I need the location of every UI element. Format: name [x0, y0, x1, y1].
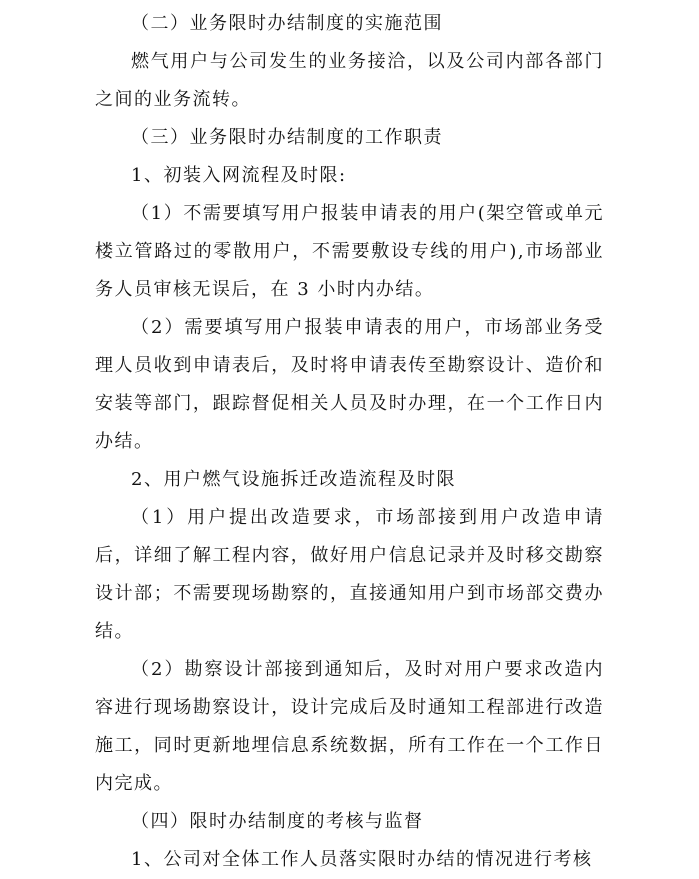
paragraph-item-1-2: （2）需要填写用户报装申请表的用户，市场部业务受理人员收到申请表后，及时将申请表传至勘察设计、造价和安装等部门，跟踪督促相关人员及时办理，在一个工作日内办结。: [95, 317, 604, 452]
paragraph-item-2-title: 2、用户燃气设施拆迁改造流程及时限: [131, 469, 456, 490]
paragraph-item-1-1: （1）不需要填写用户报装申请表的用户(架空管或单元楼立管路过的零散用户，不需要敷设专线的用户),市场部业务人员审核无误后，在 3 小时内办结。: [95, 203, 604, 300]
section-heading-implementation-scope: （二）业务限时办结制度的实施范围: [131, 13, 443, 34]
section-heading-assessment: （四）限时办结制度的考核与监督: [131, 811, 424, 832]
paragraph-scope-description: 燃气用户与公司发生的业务接洽，以及公司内部各部门之间的业务流转。: [95, 51, 604, 110]
paragraph-item-2-2: （2）勘察设计部接到通知后，及时对用户要求改造内容进行现场勘察设计，设计完成后及时通知工程部进行改造施工，同时更新地埋信息系统数据，所有工作在一个工作日内完成。: [95, 659, 604, 794]
paragraph-item-1-title: 1、初装入网流程及时限:: [131, 165, 347, 186]
paragraph-assessment-item-1: 1、公司对全体工作人员落实限时办结的情况进行考核: [131, 849, 593, 870]
paragraph-item-2-1: （1）用户提出改造要求，市场部接到用户改造申请后，详细了解工程内容，做好用户信息记录并及时移交勘察设计部；不需要现场勘察的，直接通知用户到市场部交费办结。: [95, 507, 604, 642]
section-heading-work-duties: （三）业务限时办结制度的工作职责: [131, 127, 443, 148]
